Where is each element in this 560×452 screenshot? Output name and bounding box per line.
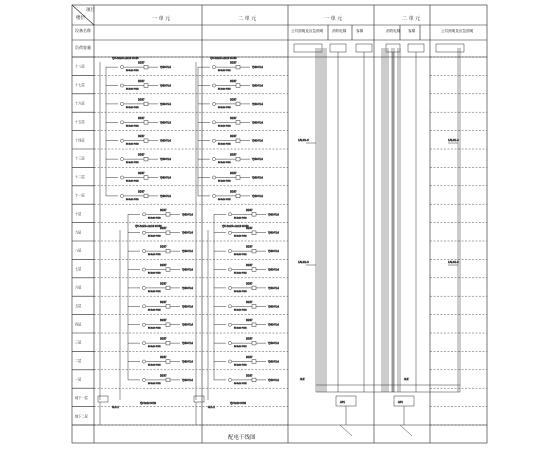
meter-symbol bbox=[142, 286, 145, 289]
breaker-label: DZ47 bbox=[138, 153, 145, 157]
floor-label: 十八层 bbox=[75, 64, 85, 69]
outgoing-label: YJ40-YL4 bbox=[252, 102, 263, 106]
breaker-label: DZ47 bbox=[160, 282, 167, 286]
wire-label: BV-3x10 PC32 bbox=[218, 88, 231, 91]
outgoing-label: YJ40-YL4 bbox=[268, 342, 279, 346]
outgoing-label: YJ40-YL4 bbox=[182, 378, 193, 382]
floor-label: 五层 bbox=[75, 303, 82, 308]
outgoing-label: YJ40-YL4 bbox=[160, 121, 171, 125]
meter-symbol bbox=[142, 378, 145, 381]
breaker-label: DZ47 bbox=[246, 282, 253, 286]
breaker-symbol bbox=[252, 323, 256, 327]
floor-label: 三层 bbox=[75, 340, 82, 345]
breaker-symbol bbox=[144, 84, 148, 88]
meter-symbol bbox=[228, 323, 231, 326]
meter-symbol bbox=[142, 268, 145, 271]
wire-label: BV-3x10 PC32 bbox=[148, 309, 161, 312]
outgoing-label: YJ40-YL4 bbox=[268, 268, 279, 272]
breaker-symbol bbox=[166, 360, 170, 364]
public-lighting-header-1: 公共照明及应急照明 bbox=[291, 29, 324, 33]
public-lighting-header-2: 公共照明及应急照明 bbox=[441, 29, 474, 33]
floor-label: 十层 bbox=[75, 211, 82, 216]
wire-label: BV-3x10 PC32 bbox=[234, 364, 247, 367]
wire-label: BV-3x10 PC32 bbox=[218, 143, 231, 146]
floor-label: 十六层 bbox=[75, 101, 85, 106]
breaker-symbol bbox=[144, 139, 148, 143]
breaker-symbol bbox=[252, 286, 256, 290]
meter-symbol bbox=[212, 158, 215, 161]
breaker-label: DZ47 bbox=[138, 98, 145, 102]
outgoing-label: YJ40-YL4 bbox=[252, 139, 263, 143]
meter-symbol bbox=[120, 102, 123, 105]
breaker-label: DZ47 bbox=[246, 208, 253, 212]
wire-label: BV-3x10 PC32 bbox=[126, 106, 139, 109]
meter-symbol bbox=[142, 342, 145, 345]
riser-ref-label: 1AL01-3 bbox=[448, 139, 459, 142]
breaker-symbol bbox=[252, 249, 256, 253]
outgoing-label: YJ40-YL4 bbox=[268, 286, 279, 290]
meter-symbol bbox=[120, 139, 123, 142]
breaker-symbol bbox=[236, 157, 240, 161]
meter-symbol bbox=[228, 213, 231, 216]
outgoing-label: YJ40-YL4 bbox=[182, 305, 193, 309]
elevator-header-2: 客梯 bbox=[408, 29, 416, 33]
breaker-label: DZ47 bbox=[160, 337, 167, 341]
wire-label: BV-3x10 PC32 bbox=[148, 346, 161, 349]
outgoing-label: YJ40-YL4 bbox=[182, 268, 193, 272]
wire-label: BV-3x10 PC32 bbox=[234, 217, 247, 220]
unit2-header: 二 单 元 bbox=[238, 16, 257, 22]
breaker-symbol bbox=[144, 157, 148, 161]
breaker-symbol bbox=[236, 121, 240, 125]
outgoing-label: YJ40-YL4 bbox=[182, 360, 193, 364]
meter-symbol bbox=[228, 268, 231, 271]
floor-label: 十四层 bbox=[75, 138, 85, 143]
outgoing-label: YJ40-YL4 bbox=[268, 231, 279, 235]
incoming-label: AL1-1 bbox=[112, 406, 119, 409]
meter-symbol bbox=[120, 176, 123, 179]
equipment-row-label: 设备名称 bbox=[75, 28, 91, 33]
meter-symbol bbox=[228, 378, 231, 381]
breaker-symbol bbox=[144, 65, 148, 69]
outgoing-label: YJ40-YL4 bbox=[252, 121, 263, 125]
breaker-label: DZ47 bbox=[160, 356, 167, 360]
breaker-label: DZ47 bbox=[230, 80, 237, 84]
meter-symbol bbox=[228, 342, 231, 345]
capacity-row-label: 负荷容量 bbox=[75, 45, 91, 50]
riser-box-label: ALE bbox=[300, 378, 305, 381]
outgoing-label: YJ40-YL4 bbox=[268, 323, 279, 327]
breaker-label: DZ47 bbox=[246, 319, 253, 323]
floor-label: 十五层 bbox=[75, 119, 85, 124]
breaker-label: DZ47 bbox=[246, 245, 253, 249]
fire-elevator-header-2: 消防电梯 bbox=[386, 29, 401, 33]
meter-symbol bbox=[212, 84, 215, 87]
wire-label: BV-3x10 PC32 bbox=[126, 143, 139, 146]
breaker-symbol bbox=[236, 84, 240, 88]
corner-label-bottom: 楼层 bbox=[76, 16, 85, 21]
outgoing-label: YJ40-YL4 bbox=[160, 194, 171, 198]
breaker-symbol bbox=[166, 286, 170, 290]
outgoing-label: YJ40-YL4 bbox=[160, 102, 171, 106]
breaker-symbol bbox=[252, 378, 256, 382]
breaker-label: DZ47 bbox=[230, 172, 237, 176]
breaker-symbol bbox=[166, 249, 170, 253]
breaker-symbol bbox=[236, 176, 240, 180]
outgoing-label: YJ40-YL4 bbox=[268, 213, 279, 217]
branch-label: YJV-3x10 SC32 bbox=[230, 402, 247, 405]
main-distribution-box bbox=[394, 396, 414, 406]
wire-label: BV-3x10 PC32 bbox=[148, 235, 161, 238]
distribution-box bbox=[98, 396, 108, 402]
wire-label: BV-3x10 PC32 bbox=[218, 125, 231, 128]
wire-label: BV-3x10 PC32 bbox=[218, 70, 231, 73]
wire-label: BV-3x10 PC32 bbox=[148, 254, 161, 257]
meter-symbol bbox=[120, 158, 123, 161]
breaker-label: DZ47 bbox=[138, 135, 145, 139]
outgoing-label: YJ40-YL4 bbox=[182, 323, 193, 327]
meter-symbol bbox=[228, 250, 231, 253]
breaker-label: DZ47 bbox=[246, 264, 253, 268]
feeder-label: YJV-3x25+2x16 SC40 bbox=[210, 57, 237, 60]
meter-symbol bbox=[212, 66, 215, 69]
wire-label: BV-3x10 PC32 bbox=[126, 198, 139, 201]
breaker-symbol bbox=[236, 139, 240, 143]
wire-label: BV-3x10 PC32 bbox=[126, 70, 139, 73]
box-label: AP1 bbox=[398, 401, 403, 404]
wire-label: BV-3x10 PC32 bbox=[126, 162, 139, 165]
wire-label: BV-3x10 PC32 bbox=[234, 327, 247, 330]
breaker-symbol bbox=[166, 305, 170, 309]
wire-label: BV-3x10 PC32 bbox=[218, 162, 231, 165]
floor-label: 八层 bbox=[75, 248, 82, 253]
corner-label-top: 项目 bbox=[86, 8, 95, 13]
unit2-right-header: 二 单 元 bbox=[402, 16, 421, 22]
breaker-label: DZ47 bbox=[138, 172, 145, 176]
outgoing-label: YJ40-YL4 bbox=[252, 84, 263, 88]
unit1-right-header: 一 单 元 bbox=[324, 16, 343, 22]
outgoing-label: YJ40-YL4 bbox=[268, 378, 279, 382]
outgoing-label: YJ40-YL4 bbox=[268, 250, 279, 254]
breaker-symbol bbox=[236, 102, 240, 106]
breaker-symbol bbox=[166, 323, 170, 327]
breaker-label: DZ47 bbox=[160, 300, 167, 304]
wire-label: BV-3x10 PC32 bbox=[148, 272, 161, 275]
meter-symbol bbox=[212, 139, 215, 142]
breaker-symbol bbox=[252, 305, 256, 309]
circuit-layer bbox=[98, 44, 464, 436]
breaker-symbol bbox=[252, 341, 256, 345]
wire-label: BV-3x10 PC32 bbox=[148, 382, 161, 385]
outgoing-label: YJ40-YL4 bbox=[268, 360, 279, 364]
main-distribution-box bbox=[336, 396, 356, 406]
wire-label: BV-3x10 PC32 bbox=[218, 106, 231, 109]
breaker-label: DZ47 bbox=[246, 356, 253, 360]
wire-label: BV-3x10 PC32 bbox=[234, 235, 247, 238]
breaker-symbol bbox=[144, 194, 148, 198]
breaker-label: DZ47 bbox=[246, 337, 253, 341]
breaker-label: DZ47 bbox=[138, 80, 145, 84]
meter-symbol bbox=[142, 250, 145, 253]
outgoing-label: YJ40-YL4 bbox=[268, 305, 279, 309]
breaker-label: DZ47 bbox=[246, 227, 253, 231]
diagram-caption: 配电干线图 bbox=[228, 435, 256, 441]
wire-label: BV-3x10 PC32 bbox=[148, 327, 161, 330]
meter-symbol bbox=[142, 323, 145, 326]
meter-symbol bbox=[120, 66, 123, 69]
breaker-label: DZ47 bbox=[160, 374, 167, 378]
breaker-label: DZ47 bbox=[230, 116, 237, 120]
outgoing-label: YJ40-YL4 bbox=[182, 286, 193, 290]
breaker-label: DZ47 bbox=[138, 116, 145, 120]
breaker-symbol bbox=[144, 121, 148, 125]
elevator-header-1: 客梯 bbox=[356, 29, 364, 33]
floor-label: 四层 bbox=[75, 322, 82, 327]
breaker-label: DZ47 bbox=[160, 319, 167, 323]
incoming-label: AL1-1 bbox=[208, 406, 215, 409]
meter-symbol bbox=[212, 176, 215, 179]
wire-label: BV-3x10 PC32 bbox=[234, 272, 247, 275]
meter-symbol bbox=[212, 102, 215, 105]
meter-symbol bbox=[228, 305, 231, 308]
wire-label: BV-3x10 PC32 bbox=[234, 254, 247, 257]
distribution-box bbox=[194, 396, 204, 402]
wire-label: BV-3x10 PC32 bbox=[126, 180, 139, 183]
breaker-label: DZ47 bbox=[230, 135, 237, 139]
breaker-symbol bbox=[236, 65, 240, 69]
outgoing-label: YJ40-YL4 bbox=[160, 66, 171, 70]
meter-symbol bbox=[120, 194, 123, 197]
breaker-label: DZ47 bbox=[160, 264, 167, 268]
meter-symbol bbox=[142, 360, 145, 363]
outgoing-label: YJ40-YL4 bbox=[160, 176, 171, 180]
service-drop bbox=[400, 425, 412, 436]
floor-label: 十二层 bbox=[75, 175, 85, 180]
wire-label: BV-3x10 PC32 bbox=[234, 382, 247, 385]
meter-symbol bbox=[142, 231, 145, 234]
elevator-panel bbox=[408, 44, 424, 52]
meter-symbol bbox=[228, 286, 231, 289]
breaker-label: DZ47 bbox=[160, 208, 167, 212]
meter-symbol bbox=[212, 121, 215, 124]
breaker-symbol bbox=[252, 268, 256, 272]
breaker-label: DZ47 bbox=[246, 300, 253, 304]
floor-label: 六层 bbox=[75, 285, 82, 290]
outgoing-label: YJ40-YL4 bbox=[160, 139, 171, 143]
service-drop bbox=[340, 425, 352, 436]
breaker-label: DZ47 bbox=[230, 190, 237, 194]
wire-label: BV-3x10 PC32 bbox=[148, 290, 161, 293]
wire-label: BV-3x10 PC32 bbox=[126, 125, 139, 128]
breaker-label: DZ47 bbox=[246, 374, 253, 378]
floor-label: 二层 bbox=[75, 359, 82, 364]
riser-box-label: ALE bbox=[404, 378, 409, 381]
outgoing-label: YJ40-YL4 bbox=[160, 84, 171, 88]
wire-label: BV-3x10 PC32 bbox=[218, 180, 231, 183]
wire-label: BV-3x10 PC32 bbox=[148, 217, 161, 220]
breaker-symbol bbox=[166, 213, 170, 217]
wire-label: BV-3x10 PC32 bbox=[126, 88, 139, 91]
wire-label: BV-3x10 PC32 bbox=[234, 309, 247, 312]
breaker-symbol bbox=[252, 213, 256, 217]
outgoing-label: YJ40-YL4 bbox=[160, 158, 171, 162]
breaker-symbol bbox=[144, 176, 148, 180]
meter-symbol bbox=[228, 231, 231, 234]
breaker-symbol bbox=[166, 378, 170, 382]
floor-label: 一层 bbox=[75, 377, 82, 382]
wire-label: BV-3x10 PC32 bbox=[218, 198, 231, 201]
meter-symbol bbox=[212, 194, 215, 197]
breaker-symbol bbox=[166, 268, 170, 272]
floor-label: 十七层 bbox=[75, 83, 85, 88]
floor-label: 十一层 bbox=[75, 193, 85, 198]
outgoing-label: YJ40-YL4 bbox=[252, 176, 263, 180]
outgoing-label: YJ40-YL4 bbox=[182, 213, 193, 217]
branch-label: YJV-3x10 SC32 bbox=[140, 402, 157, 405]
wire-label: BV-3x10 PC32 bbox=[148, 364, 161, 367]
floor-label: 地下二层 bbox=[75, 414, 88, 419]
breaker-symbol bbox=[252, 360, 256, 364]
riser-ref-label: 1AL01-3 bbox=[298, 139, 309, 142]
outgoing-label: YJ40-YL4 bbox=[182, 231, 193, 235]
outgoing-label: YJ40-YL4 bbox=[182, 250, 193, 254]
elevator-panel bbox=[330, 44, 346, 52]
breaker-label: DZ47 bbox=[230, 61, 237, 65]
meter-symbol bbox=[120, 84, 123, 87]
elevator-panel bbox=[356, 44, 372, 52]
outgoing-label: YJ40-YL4 bbox=[182, 342, 193, 346]
meter-symbol bbox=[142, 305, 145, 308]
feeder-label: YJV-3x25+2x16 SC40 bbox=[222, 225, 249, 228]
breaker-label: DZ47 bbox=[160, 245, 167, 249]
riser-ref-label: 1AL01-3 bbox=[298, 261, 309, 264]
outgoing-label: YJ40-YL4 bbox=[252, 66, 263, 70]
outgoing-label: YJ40-YL4 bbox=[252, 158, 263, 162]
riser-ref-label: 1AL01-3 bbox=[448, 261, 459, 264]
meter-symbol bbox=[228, 360, 231, 363]
fire-elevator-header-1: 消防电梯 bbox=[332, 29, 347, 33]
meter-symbol bbox=[120, 121, 123, 124]
box-label: AP1 bbox=[340, 401, 345, 404]
breaker-label: DZ47 bbox=[230, 98, 237, 102]
floor-label: 十三层 bbox=[75, 156, 85, 161]
breaker-symbol bbox=[144, 102, 148, 106]
outgoing-label: YJ40-YL4 bbox=[252, 194, 263, 198]
floor-label: 地下一层 bbox=[75, 395, 88, 400]
wire-label: BV-3x10 PC32 bbox=[234, 290, 247, 293]
breaker-symbol bbox=[166, 341, 170, 345]
breaker-label: DZ47 bbox=[138, 61, 145, 65]
feeder-label: YJV-3x25+2x16 SC40 bbox=[112, 57, 139, 60]
floor-label: 七层 bbox=[75, 267, 82, 272]
breaker-label: DZ47 bbox=[230, 153, 237, 157]
breaker-symbol bbox=[236, 194, 240, 198]
wire-label: BV-3x10 PC32 bbox=[234, 346, 247, 349]
breaker-label: DZ47 bbox=[138, 190, 145, 194]
breaker-symbol bbox=[252, 231, 256, 235]
breaker-symbol bbox=[166, 231, 170, 235]
unit1-header: 一 单 元 bbox=[152, 16, 171, 22]
floor-label: 九层 bbox=[75, 230, 82, 235]
feeder-label: YJV-3x25+2x16 SC40 bbox=[135, 225, 162, 228]
meter-symbol bbox=[142, 213, 145, 216]
breaker-label: DZ47 bbox=[160, 227, 167, 231]
